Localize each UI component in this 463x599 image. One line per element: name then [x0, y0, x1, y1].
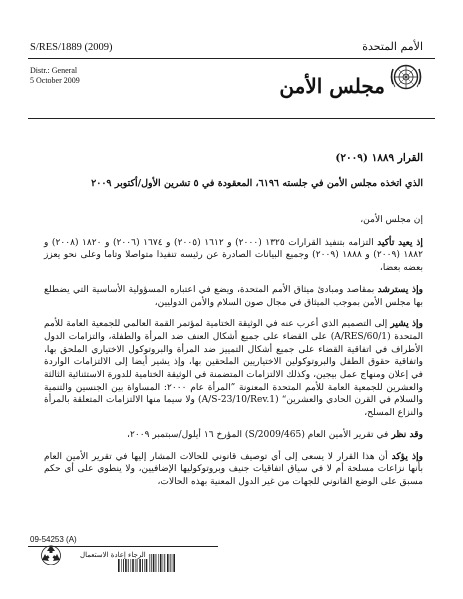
paragraph-keyword: إذ يعيد تأكيد: [377, 236, 423, 248]
barcode-bar: [156, 554, 157, 572]
un-emblem-icon: [389, 60, 423, 94]
paragraph-text: في تقرير الأمين العام (S/2009/465) المؤرخ ١٦ أيلول/سبتمبر ٢٠٠٩،: [127, 429, 389, 440]
document-date: 5 October 2009: [30, 76, 80, 85]
security-council-title: مجلس الأمن: [279, 74, 385, 98]
preamble-paragraph: [44, 237, 423, 275]
opening-phrase: إن مجلس الأمن،: [360, 215, 423, 225]
header-bottom-rule: [28, 118, 435, 119]
recycle-label: الرجاء إعادة الاستعمال: [80, 551, 146, 559]
header-rule: [28, 58, 435, 59]
preamble-paragraph: [44, 451, 423, 489]
paragraph-text: بمقاصد ومبادئ ميثاق الأمم المتحدة، ويضع في اعتباره المسؤولية الأساسية التي يضطلع بها مجلس الأمن بموجب الميثاق في مجال صون السلام والأمن الدوليين،: [44, 284, 423, 308]
document-symbol: S/RES/1889 (2009): [30, 42, 113, 53]
barcode-bar: [163, 554, 164, 572]
paragraph-text: أن هذا القرار لا يسعى إلى أي توصيف قانوني للحالات المشار إليها في تقرير الأمين العام بأنها نزاعات مسلحة أم لا في سياق اتفاقيات جنيف وبروتوكوليها الإضافيين، ولا ينطوي على أي حكم مسبق على الوضع القانوني للجهات من غير الدول المعنية بهذه الحالات،: [44, 451, 423, 487]
un-name: الأمم المتحدة: [362, 40, 423, 53]
paragraph-keyword: وإذ يؤكد: [391, 450, 424, 462]
barcode-bar: [167, 554, 169, 572]
barcode-bar: [173, 554, 175, 572]
barcode-bar: [149, 554, 150, 572]
paragraph-keyword: وإذ يسترشد: [377, 283, 423, 295]
resolution-title: القرار ١٨٨٩ (٢٠٠٩): [335, 152, 423, 164]
preamble-paragraph: [44, 284, 423, 309]
paragraph-text: إلى التصميم الذي أعرب عنه في الوثيقة الختامية لمؤتمر القمة العالمي للجمعية العامة للأمم المتحدة (A/RES/60/1) على القضاء على جميع أشكال العنف ضد المرأة والطفلة، والتزامات الدول الأطراف في اتفاقية القضاء على جميع أشكال التمييز ضد المرأة والبروتوكول الاختياري الملحق بها، واتفاقية حقوق الطفل والبروتوكولين الاختياريين الملحقين بها، وإذ يشير أيضا إلى الالتزامات الواردة في إعلان ومنهاج عمل بيجين، وكذلك الالتزامات المتضمنة في الوثيقة الختامية للدورة الاستثنائية الثالثة والعشرين للجمعية العامة للأمم المتحدة المعنونة ”المرأة عام ٢٠٠٠: المساواة بين الجنسين والتنمية والسلام في القرن الحادي والعشرين“ (A/S-23/10/Rev.1) ولا سيما منها الالتزامات المتعلقة بالمرأة والنزاع المسلح،: [44, 319, 423, 419]
preamble-paragraph: [44, 318, 423, 420]
resolution-body: [44, 214, 423, 498]
barcode-bar: [160, 554, 162, 572]
document-code: 09-54253 (A): [30, 535, 77, 544]
barcode-bar: [153, 554, 155, 572]
adoption-line: الذي اتخذه مجلس الأمن في جلسته ٦١٩٦، المعقودة في ٥ تشرين الأول/أكتوبر ٢٠٠٩: [91, 178, 423, 189]
paragraph-keyword: وقد نظر: [391, 428, 423, 440]
barcode-bar: [170, 554, 171, 572]
barcode-bar: [158, 554, 159, 572]
paragraph-keyword: وإذ يشير: [390, 318, 423, 330]
barcode-bar: [164, 554, 165, 572]
preamble-paragraph: [44, 429, 423, 442]
barcode-bar: [172, 554, 173, 572]
distribution-label: Distr.: General: [30, 66, 78, 75]
paragraph-text: التزامه بتنفيذ القرارات ١٣٢٥ (٢٠٠٠) و ١٦١٢ (٢٠٠٥) و ١٦٧٤ (٢٠٠٦) و ١٨٢٠ (٢٠٠٨) و ١٨٨٢ (٢٠٠٩) و ١٨٨٨ (٢٠٠٩) وجميع البيانات الصادرة عن رئيسه تنفيذا متواصلا وتاما وعلى نحو يعزز بعضه بعضا،: [44, 237, 423, 274]
distribution-block: [30, 66, 80, 86]
barcode-bar: [151, 554, 152, 572]
